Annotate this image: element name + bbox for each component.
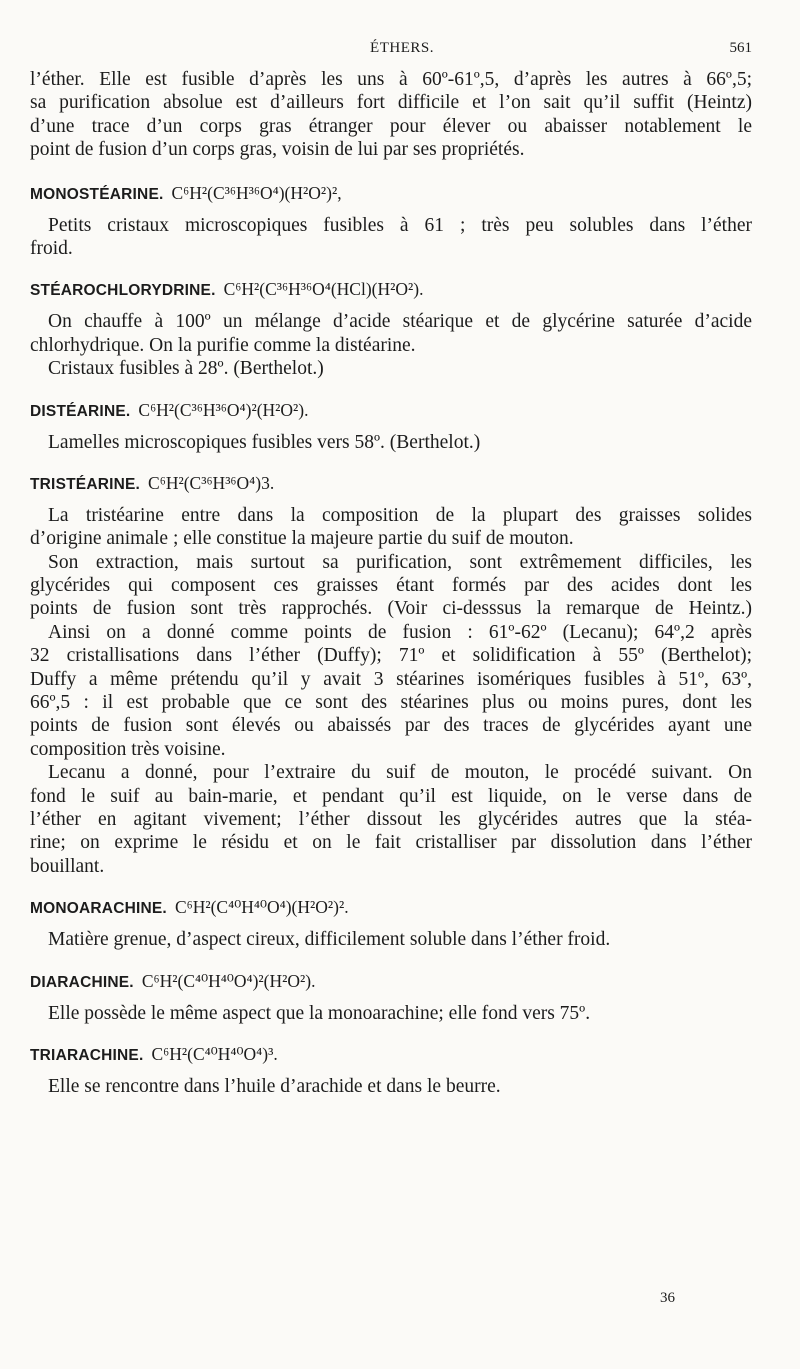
compound-formula: C⁶H²(C³⁶H³⁶O⁴)(H²O²)², <box>171 182 342 203</box>
text-line: l’éther en agitant vivement; l’éther dissout les glycérides autres que la stéa- <box>30 808 752 830</box>
compound-formula: C⁶H²(C⁴⁰H⁴⁰O⁴)(H²O²)². <box>174 897 349 918</box>
entry-heading <box>30 278 752 304</box>
entry-description <box>30 504 752 878</box>
text-line: composition très voisine. <box>30 738 226 760</box>
text-line: Cristaux fusibles à 28º. (Berthelot.) <box>48 358 324 380</box>
entry-heading <box>30 896 752 922</box>
text-line: Ainsi on a donné comme points de fusion : 61º-62º (Lecanu); 64º,2 après <box>48 621 752 643</box>
entry-description <box>30 214 752 261</box>
entry-description <box>30 1002 752 1025</box>
entry-heading <box>30 970 752 996</box>
compound-name: MONOSTÉARINE. <box>30 185 164 203</box>
running-head: ÉTHERS. <box>370 40 434 56</box>
compound-name: TRISTÉARINE. <box>30 475 141 493</box>
compound-formula: C⁶H²(C³⁶H³⁶O⁴)²(H²O²). <box>138 399 309 420</box>
page-header <box>52 36 752 60</box>
text-line: rine; on exprime le résidu et on le fait cristalliser par dissolution dans l’éther <box>30 832 752 854</box>
text-line: froid. <box>30 237 73 259</box>
compound-formula: C⁶H²(C³⁶H³⁶O⁴)3. <box>148 472 275 493</box>
text-line: points de fusion sont élevés ou abaissés par des traces de glycérides ayant une <box>30 715 752 737</box>
text-line: Duffy a même prétendu qu’il y avait 3 stéarines isomériques fusibles à 51º, 63º, <box>30 668 752 690</box>
compound-formula: C⁶H²(C⁴⁰H⁴⁰O⁴)³. <box>151 1043 278 1064</box>
text-line: sa purification absolue est d’ailleurs fort difficile et l’on sait qu’il suffit (Heintz) <box>30 92 752 114</box>
text-line: On chauffe à 100º un mélange d’acide stéarique et de glycérine saturée d’acide <box>48 311 752 333</box>
compound-name: MONOARACHINE. <box>30 900 167 918</box>
text-line: l’éther. Elle est fusible d’après les uns à 60º-61º,5, d’après les autres à 66º,5; <box>30 69 752 90</box>
text-line: point de fusion d’un corps gras, voisin de lui par ses propriétés. <box>30 139 525 161</box>
text-line: d’une trace d’un corps gras étranger pour élever ou abaisser notablement le <box>30 115 752 137</box>
compound-name: STÉAROCHLORYDRINE. <box>30 282 216 300</box>
text-line: glycérides qui composent ces graisses étant formés par des acides dont les <box>30 575 752 597</box>
signature-number: 36 <box>660 1290 675 1306</box>
compound-formula: C⁶H²(C³⁶H³⁶O⁴(HCl)(H²O²). <box>223 279 424 300</box>
text-line: Elle se rencontre dans l’huile d’arachide et dans le beurre. <box>48 1075 501 1097</box>
text-line: La tristéarine entre dans la composition de la plupart des graisses solides <box>48 504 752 526</box>
compound-formula: C⁶H²(C⁴⁰H⁴⁰O⁴)²(H²O²). <box>141 970 316 991</box>
entries-list <box>30 182 752 1099</box>
entry-description <box>30 431 752 454</box>
entry-description <box>30 1075 752 1098</box>
intro-paragraph <box>30 68 752 162</box>
compound-name: TRIARACHINE. <box>30 1046 144 1064</box>
text-line: bouillant. <box>30 855 105 877</box>
page-body <box>30 68 752 1098</box>
page-number: 561 <box>729 40 752 56</box>
text-line: Petits cristaux microscopiques fusibles à 61 ; très peu solubles dans l’éther <box>48 214 752 236</box>
entry-description <box>30 310 752 380</box>
entry-heading <box>30 399 752 425</box>
text-line: 66º,5 : il est probable que ce sont des stéarines plus ou moins pures, dont les <box>30 692 752 714</box>
entry-heading <box>30 1043 752 1069</box>
entry-description <box>30 928 752 951</box>
text-line: points de fusion sont très rapprochés. (Voir ci-desssus la remarque de Heintz.) <box>30 598 752 620</box>
text-line: Lamelles microscopiques fusibles vers 58º. (Berthelot.) <box>48 431 481 453</box>
text-line: chlorhydrique. On la purifie comme la distéarine. <box>30 334 416 356</box>
text-line: Matière grenue, d’aspect cireux, difficilement soluble dans l’éther froid. <box>48 929 611 951</box>
text-line: Lecanu a donné, pour l’extraire du suif de mouton, le procédé suivant. On <box>48 762 752 784</box>
text-line: d’origine animale ; elle constitue la majeure partie du suif de mouton. <box>30 528 574 550</box>
text-line: fond le suif au bain-marie, et pendant qu’il est liquide, on le verse dans de <box>30 785 752 807</box>
compound-name: DIARACHINE. <box>30 973 134 991</box>
text-line: 32 cristallisations dans l’éther (Duffy); 71º et solidification à 55º (Berthelot); <box>30 645 752 667</box>
text-line: Elle possède le même aspect que la monoarachine; elle fond vers 75º. <box>48 1002 591 1024</box>
entry-heading <box>30 472 752 498</box>
text-line: Son extraction, mais surtout sa purification, sont extrêmement difficiles, les <box>48 551 752 573</box>
entry-heading <box>30 182 752 208</box>
compound-name: DISTÉARINE. <box>30 402 131 420</box>
